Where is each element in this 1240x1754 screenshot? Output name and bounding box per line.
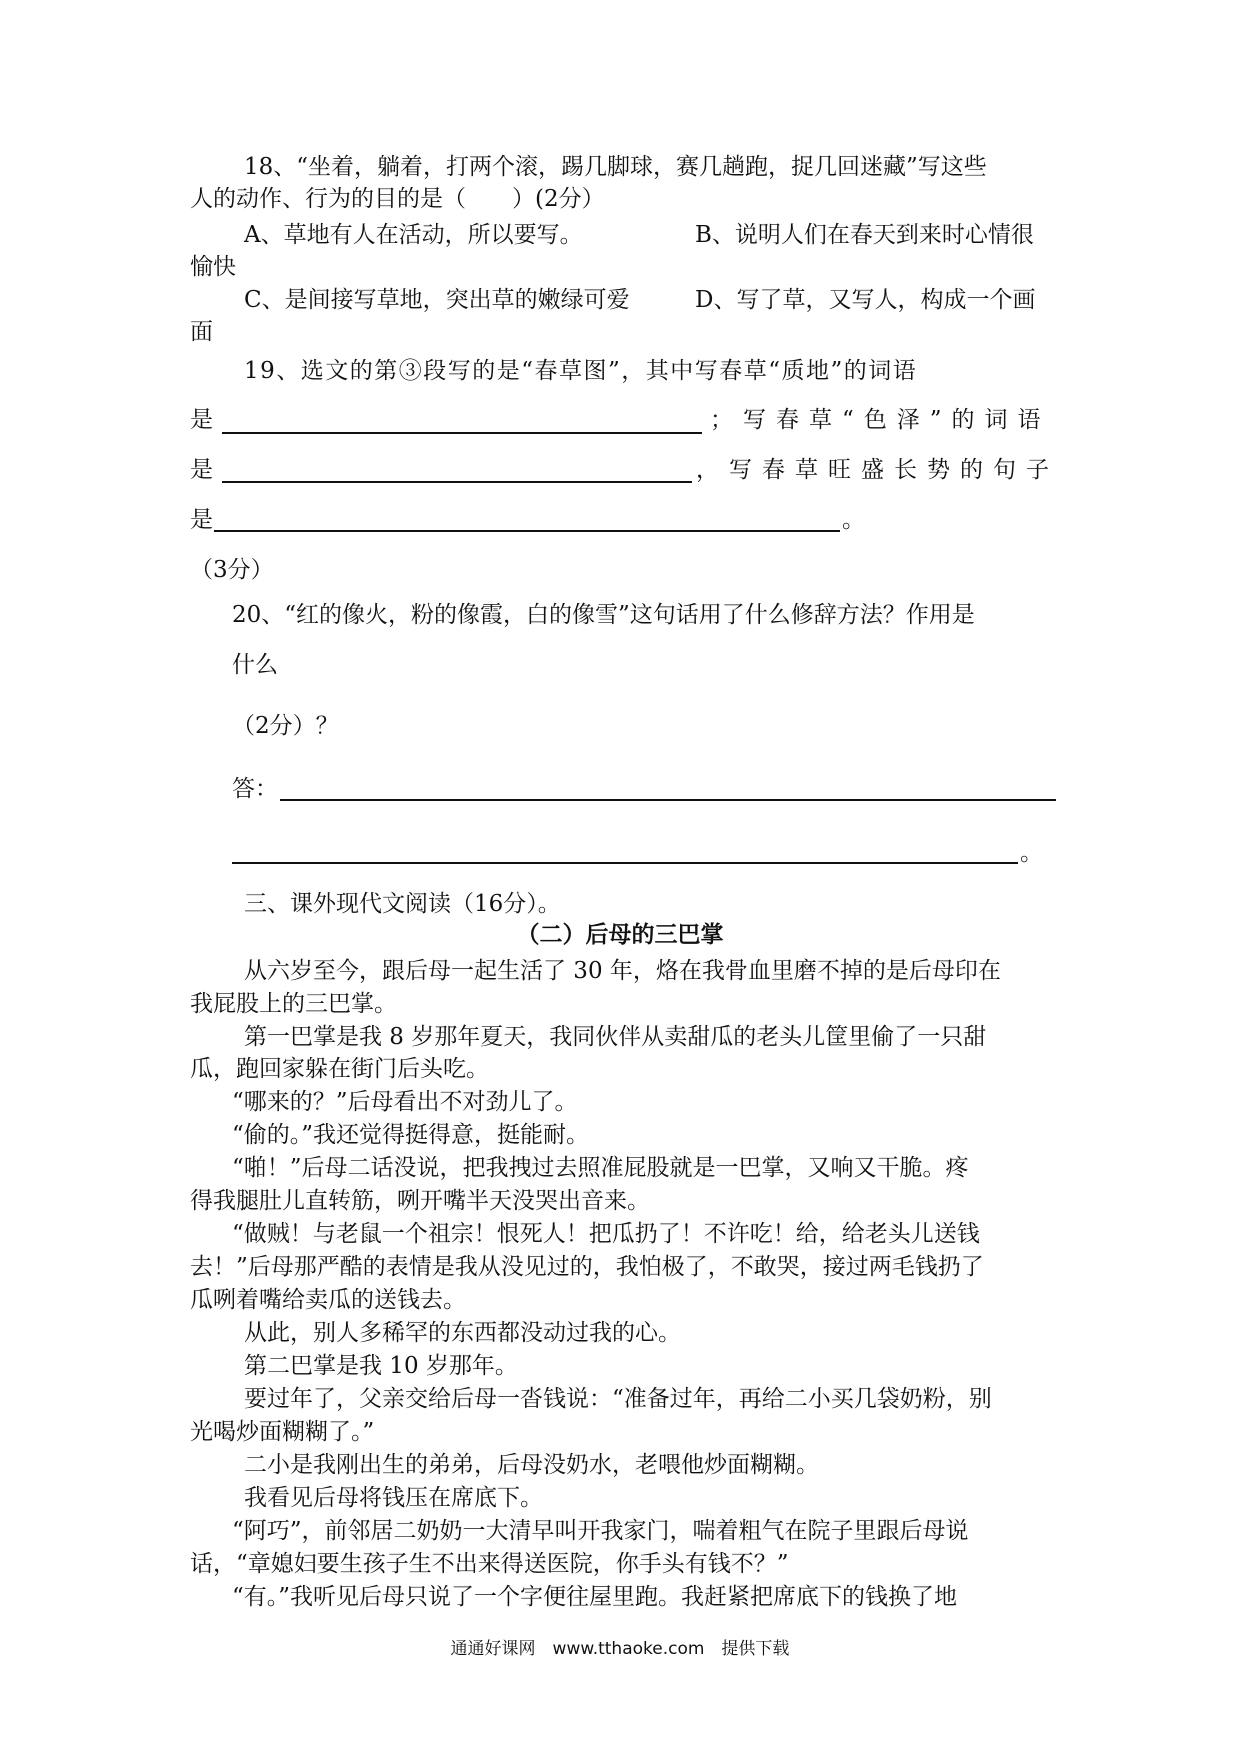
passage-line: “哪来的？”后母看出不对劲儿了。 xyxy=(232,1089,578,1115)
passage-line: 第一巴掌是我 8 岁那年夏天，我同伙伴从卖甜瓜的老头儿筐里偷了一只甜 xyxy=(244,1024,987,1050)
q20-line2: 什么 xyxy=(232,652,278,678)
passage-line: 要过年了，父亲交给后母一沓钱说：“准备过年，再给二小买几袋奶粉，别 xyxy=(244,1386,992,1412)
q20-answer-end: 。 xyxy=(1020,840,1043,866)
q18-option-d: D、写了草，又写人，构成一个画 xyxy=(695,287,1036,313)
passage-line: “啪！”后母二话没说，把我拽过去照准屁股就是一巴掌，又响又干脆。疼 xyxy=(232,1155,969,1181)
passage-line: 瓜，跑回家躲在街门后头吃。 xyxy=(190,1056,489,1082)
passage-line: 话，“章媳妇要生孩子生不出来得送医院，你手头有钱不？” xyxy=(190,1551,789,1577)
q18-option-b: B、说明人们在春天到来时心情很 xyxy=(695,222,1034,248)
q20-answer-blank-2[interactable] xyxy=(232,862,1018,864)
q19-blank-sentence[interactable] xyxy=(214,530,840,532)
passage-line: 去！”后母那严酷的表情是我从没见过的，我怕极了，不敢哭，接过两毛钱扔了 xyxy=(190,1254,984,1280)
passage-line: 我屁股上的三巴掌。 xyxy=(190,991,397,1017)
passage-line: 从六岁至今，跟后母一起生活了 30 年，烙在我骨血里磨不掉的是后母印在 xyxy=(244,958,1001,984)
q20-answer-label: 答： xyxy=(232,776,278,802)
passage-line: “偷的。”我还觉得挺得意，挺能耐。 xyxy=(232,1122,590,1148)
passage-line: 二小是我刚出生的弟弟，后母没奶水，老喂他炒面糊糊。 xyxy=(244,1452,819,1478)
passage-line: 得我腿肚儿直转筋，咧开嘴半天没哭出音来。 xyxy=(190,1188,650,1214)
q19-blank-color[interactable] xyxy=(222,481,692,483)
q18-option-a: A、草地有人在活动，所以要写。 xyxy=(244,222,583,248)
q19-line4-prefix: 是 xyxy=(190,507,213,533)
q20-answer-blank-1[interactable] xyxy=(280,799,1056,801)
passage-line: 我看见后母将钱压在席底下。 xyxy=(244,1485,543,1511)
q20-line3: （2分）？ xyxy=(232,713,339,739)
q19-line3-prefix: 是 xyxy=(190,457,213,483)
q18-option-b-cont: 愉快 xyxy=(190,254,236,280)
passage-line: 从此，别人多稀罕的东西都没动过我的心。 xyxy=(244,1320,681,1346)
q20-line1: 20、“红的像火，粉的像霞，白的像雪”这句话用了什么修辞方法？作用是 xyxy=(232,602,975,628)
q19-line3-suffix: ，写春草旺盛长势的句子 xyxy=(696,457,1059,483)
passage-line: 第二巴掌是我 10 岁那年。 xyxy=(244,1353,518,1379)
passage-line: “做贼！与老鼠一个祖宗！恨死人！把瓜扔了！不许吃！给，给老头儿送钱 xyxy=(232,1221,980,1247)
q19-blank-texture[interactable] xyxy=(222,432,702,434)
q18-stem-line1: 18、“坐着，躺着，打两个滚，踢几脚球，赛几趟跑，捉几回迷藏”写这些 xyxy=(244,154,987,180)
q18-option-c: C、是间接写草地，突出草的嫩绿可爱 xyxy=(244,287,630,313)
q19-points: （3分） xyxy=(190,557,274,583)
passage-line: 光喝炒面糊糊了。” xyxy=(190,1419,375,1445)
passage-line: “有。”我听见后母只说了一个字便往屋里跑。我赶紧把席底下的钱换了地 xyxy=(232,1584,958,1610)
q19-line4-suffix: 。 xyxy=(842,507,865,533)
page-footer: 通通好课网 www.tthaoke.com 提供下载 xyxy=(450,1639,790,1659)
q18-stem-line2: 人的动作、行为的目的是（ ）(2分） xyxy=(190,186,605,212)
passage-line: 瓜咧着嘴给卖瓜的送钱去。 xyxy=(190,1287,466,1313)
q19-line2-suffix: ；写春草“色泽”的词语 xyxy=(710,407,1051,433)
passage-line: “阿巧”，前邻居二奶奶一大清早叫开我家门，喘着粗气在院子里跟后母说 xyxy=(232,1518,969,1544)
q18-option-d-cont: 面 xyxy=(190,319,213,345)
q19-line1: 19、选文的第③段写的是“春草图”，其中写春草“质地”的词语 xyxy=(244,358,918,384)
q19-line2-prefix: 是 xyxy=(190,407,213,433)
section3-heading: 三、课外现代文阅读（16分）。 xyxy=(244,891,561,917)
passage-title: （二）后母的三巴掌 xyxy=(516,921,724,948)
